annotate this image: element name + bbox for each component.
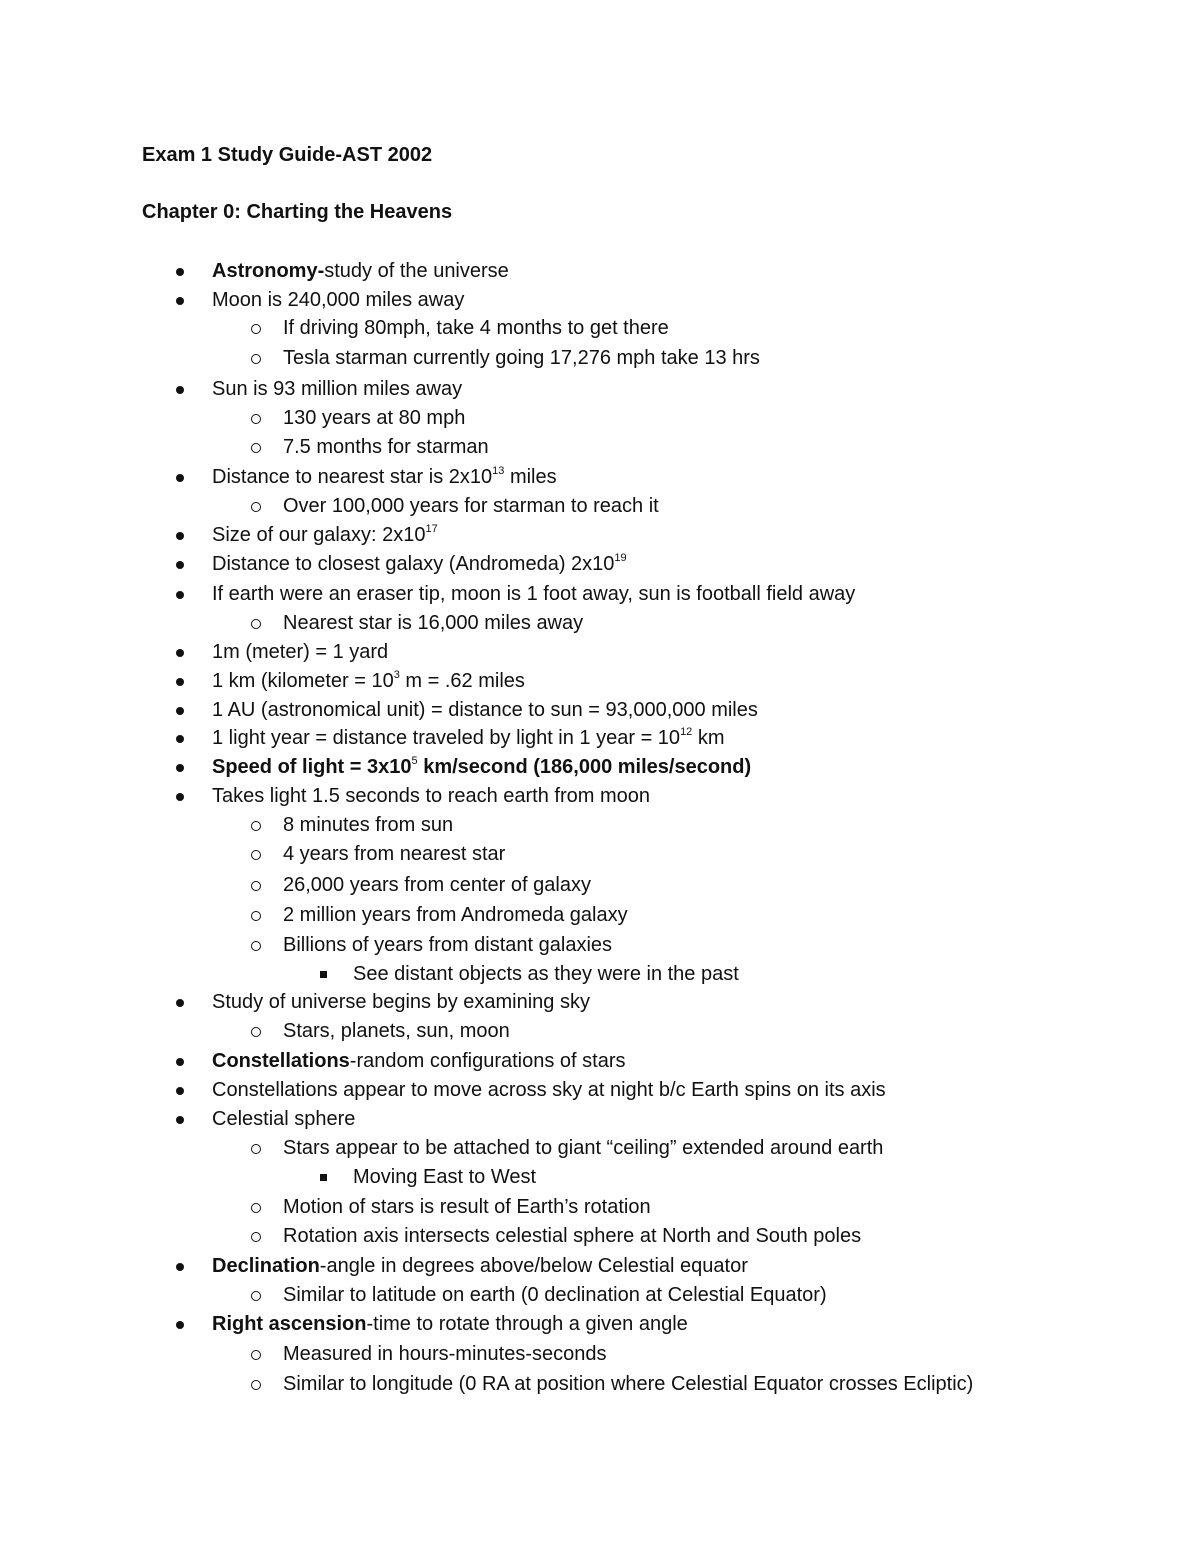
sub-list-item [0, 1281, 1200, 1310]
bullet-icon [176, 386, 184, 394]
item-text: 1 AU (astronomical unit) = distance to sun = 93,000,000 miles [212, 699, 758, 721]
list-item [0, 521, 1200, 550]
bullet-icon [176, 1116, 184, 1124]
list-item-text [212, 1310, 688, 1339]
bullet-icon [176, 532, 184, 540]
list-item-text [283, 404, 465, 433]
item-text-continued: miles [504, 466, 557, 488]
sub-list-item [0, 871, 1200, 900]
list-item-text [212, 696, 758, 725]
list-item [0, 782, 1200, 811]
bold-term: Astronomy- [212, 260, 325, 282]
bullet-icon [176, 735, 184, 743]
sub-list-item [0, 840, 1200, 869]
bullet-icon [176, 649, 184, 657]
list-item-text [283, 1134, 883, 1163]
list-item [0, 696, 1200, 725]
item-text: study of the universe [324, 260, 509, 282]
item-text: 130 years at 80 mph [283, 407, 466, 429]
list-item-text [283, 609, 583, 638]
list-item-text [283, 1017, 510, 1046]
bullet-icon [176, 1087, 184, 1095]
sub-list-item [0, 811, 1200, 840]
item-text: Measured in hours-minutes-seconds [283, 1343, 607, 1365]
item-text: 1m (meter) = 1 yard [212, 641, 389, 663]
list-item-text [212, 580, 855, 609]
list-item-text [283, 433, 489, 462]
bullet-icon [176, 707, 184, 715]
circle-bullet-icon [251, 911, 261, 921]
list-item-text [212, 1252, 748, 1281]
list-item-text [283, 314, 669, 343]
circle-bullet-icon [251, 1380, 261, 1390]
item-text: 8 minutes from sun [283, 814, 454, 836]
list-item-text [212, 1076, 886, 1105]
list-item-text [353, 960, 739, 989]
list-item-text [283, 840, 505, 869]
item-text: Constellations appear to move across sky at night b/c Earth spins on its axis [212, 1079, 886, 1101]
item-text: Stars appear to be attached to giant “ceiling” extended around earth [283, 1137, 884, 1159]
item-text: -random configurations of stars [349, 1050, 626, 1072]
sub-list-item [0, 931, 1200, 960]
chapter-heading: Chapter 0: Charting the Heavens [142, 201, 453, 223]
list-item [0, 638, 1200, 667]
sub-sub-list-item [0, 1163, 1200, 1192]
list-item-text [212, 257, 509, 286]
list-item-text [283, 1193, 651, 1222]
list-item [0, 1252, 1200, 1281]
list-item-text [212, 667, 525, 696]
sub-list-item [0, 433, 1200, 462]
list-item [0, 375, 1200, 404]
circle-bullet-icon [251, 1350, 261, 1360]
sub-sub-list-item [0, 960, 1200, 989]
item-text: 7.5 months for starman [283, 436, 489, 458]
item-text: 1 light year = distance traveled by light in 1 year = 10 [212, 727, 681, 749]
sub-list-item [0, 404, 1200, 433]
item-text: Size of our galaxy: 2x10 [212, 524, 426, 546]
item-text: 4 years from nearest star [283, 843, 506, 865]
list-item [0, 463, 1200, 492]
list-item-text [283, 901, 628, 930]
item-text: 26,000 years from center of galaxy [283, 874, 591, 896]
list-item-text [283, 1222, 861, 1251]
item-text: If driving 80mph, take 4 months to get there [283, 317, 669, 339]
sub-list-item [0, 1370, 1200, 1399]
sub-list-item [0, 901, 1200, 930]
item-text: Takes light 1.5 seconds to reach earth from moon [212, 785, 651, 807]
list-item-text [212, 375, 462, 404]
list-item-text [212, 1047, 625, 1076]
list-item [0, 724, 1200, 753]
item-text: Similar to latitude on earth (0 declination at Celestial Equator) [283, 1284, 827, 1306]
list-item-text [283, 1281, 827, 1310]
sub-list-item [0, 1134, 1200, 1163]
list-item-text [283, 1340, 607, 1369]
item-text: -time to rotate through a given angle [366, 1313, 688, 1335]
sub-list-item [0, 344, 1200, 373]
list-item-text [212, 1105, 355, 1134]
item-text: Sun is 93 million miles away [212, 378, 463, 400]
bold-term: Constellations [212, 1050, 350, 1072]
bullet-icon [176, 297, 184, 305]
bullet-icon [176, 678, 184, 686]
exponent: 12 [680, 726, 693, 738]
circle-bullet-icon [251, 414, 261, 424]
circle-bullet-icon [251, 850, 261, 860]
sub-list-item [0, 609, 1200, 638]
bullet-icon [176, 591, 184, 599]
bold-term: Speed of light = 3x10 [212, 756, 412, 778]
circle-bullet-icon [251, 1027, 261, 1037]
list-item [0, 1076, 1200, 1105]
sub-list-item [0, 314, 1200, 343]
list-item [0, 753, 1200, 782]
list-item-text [212, 753, 751, 782]
list-item-text [212, 782, 650, 811]
sub-list-item [0, 492, 1200, 521]
item-text: Similar to longitude (0 RA at position where Celestial Equator crosses Ecliptic) [283, 1373, 974, 1395]
item-text: Motion of stars is result of Earth’s rotation [283, 1196, 651, 1218]
list-item [0, 286, 1200, 315]
item-text: -angle in degrees above/below Celestial equator [319, 1255, 748, 1277]
bullet-icon [176, 793, 184, 801]
exponent: 13 [492, 465, 505, 477]
list-item [0, 1105, 1200, 1134]
item-text: Moving East to West [353, 1166, 537, 1188]
circle-bullet-icon [251, 1203, 261, 1213]
bullet-icon [176, 1321, 184, 1329]
list-item-text [283, 871, 591, 900]
list-item-text [212, 988, 590, 1017]
bullet-icon [176, 1058, 184, 1066]
list-item-text [212, 638, 388, 667]
sub-list-item [0, 1340, 1200, 1369]
exponent: 5 [411, 755, 418, 767]
item-text: See distant objects as they were in the past [353, 963, 739, 985]
bold-term: Declination [212, 1255, 320, 1277]
list-item-text [212, 286, 464, 315]
list-item-text [212, 521, 438, 550]
sub-list-item [0, 1222, 1200, 1251]
circle-bullet-icon [251, 443, 261, 453]
item-text: Celestial sphere [212, 1108, 356, 1130]
circle-bullet-icon [251, 1232, 261, 1242]
bullet-icon [176, 999, 184, 1007]
list-item-text [283, 492, 659, 521]
circle-bullet-icon [251, 619, 261, 629]
exponent: 3 [393, 669, 400, 681]
list-item-text [212, 550, 627, 579]
item-text: 1 km (kilometer = 10 [212, 670, 394, 692]
list-item [0, 1310, 1200, 1339]
bold-term: Right ascension [212, 1313, 367, 1335]
item-text: If earth were an eraser tip, moon is 1 foot away, sun is football field away [212, 583, 856, 605]
circle-bullet-icon [251, 1291, 261, 1301]
item-text: Study of universe begins by examining sky [212, 991, 590, 1013]
item-text: 2 million years from Andromeda galaxy [283, 904, 628, 926]
item-text: Rotation axis intersects celestial sphere at North and South poles [283, 1225, 862, 1247]
exponent: 17 [425, 523, 438, 535]
sub-list-item [0, 1193, 1200, 1222]
item-text-continued: m = .62 miles [399, 670, 525, 692]
item-text-continued: km [692, 727, 725, 749]
list-item-text [353, 1163, 536, 1192]
item-text: Billions of years from distant galaxies [283, 934, 613, 956]
item-text: Stars, planets, sun, moon [283, 1020, 510, 1042]
list-item [0, 1047, 1200, 1076]
square-bullet-icon [320, 1174, 327, 1181]
item-text: Tesla starman currently going 17,276 mph take 13 hrs [283, 347, 760, 369]
square-bullet-icon [320, 971, 327, 978]
sub-list-item [0, 1017, 1200, 1046]
list-item-text [212, 724, 725, 753]
list-item-text [283, 344, 760, 373]
item-text: Over 100,000 years for starman to reach it [283, 495, 659, 517]
list-item-text [212, 463, 557, 492]
list-item [0, 667, 1200, 696]
list-item [0, 988, 1200, 1017]
item-text: Moon is 240,000 miles away [212, 289, 465, 311]
circle-bullet-icon [251, 502, 261, 512]
bullet-icon [176, 561, 184, 569]
list-item [0, 257, 1200, 286]
bullet-icon [176, 474, 184, 482]
list-item-text [283, 931, 612, 960]
list-item-text [283, 1370, 973, 1399]
circle-bullet-icon [251, 324, 261, 334]
circle-bullet-icon [251, 941, 261, 951]
bullet-icon [176, 268, 184, 276]
bullet-icon [176, 1263, 184, 1271]
list-item [0, 550, 1200, 579]
circle-bullet-icon [251, 354, 261, 364]
item-text: Distance to nearest star is 2x10 [212, 466, 493, 488]
circle-bullet-icon [251, 881, 261, 891]
item-text: Distance to closest galaxy (Andromeda) 2x10 [212, 553, 615, 575]
document-title: Exam 1 Study Guide-AST 2002 [142, 144, 433, 166]
bold-term-continued: km/second (186,000 miles/second) [417, 756, 752, 778]
circle-bullet-icon [251, 821, 261, 831]
exponent: 19 [614, 552, 627, 564]
list-item [0, 580, 1200, 609]
list-item-text [283, 811, 453, 840]
circle-bullet-icon [251, 1144, 261, 1154]
bullet-icon [176, 764, 184, 772]
item-text: Nearest star is 16,000 miles away [283, 612, 584, 634]
